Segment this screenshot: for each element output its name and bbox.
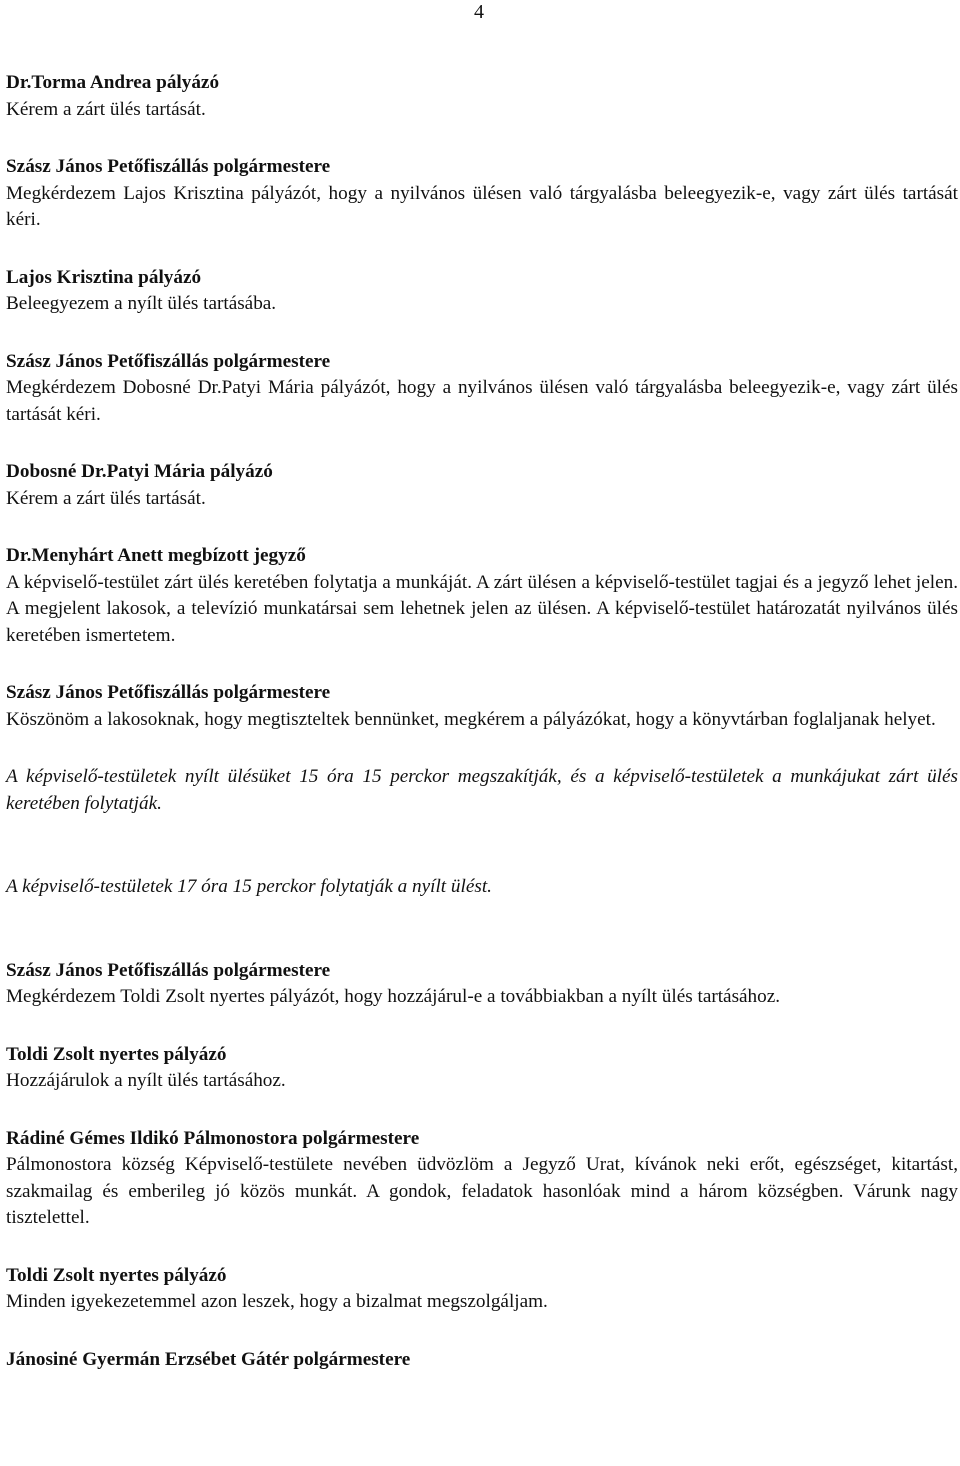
speech-block-11: [6, 1263, 958, 1316]
speech-text: Beleegyezem a nyílt ülés tartásába.: [6, 293, 277, 314]
speech-text: Kérem a zárt ülés tartását.: [6, 487, 206, 509]
speaker-name: Szász János Petőfiszállás polgármestere: [6, 959, 331, 981]
speech-block-9: [6, 1042, 958, 1095]
minutes-body: [6, 70, 958, 1404]
speech-block-1: [6, 70, 958, 123]
speech-block-6: [6, 543, 958, 649]
speaker-name: Jánosiné Gyermán Erzsébet Gátér polgármestere: [6, 1348, 411, 1370]
speech-block-4: [6, 349, 958, 429]
speech-text: Minden igyekezetemmel azon leszek, hogy a bizalmat megszolgáljam.: [6, 1291, 548, 1312]
speech-text: Kérem a zárt ülés tartását.: [6, 98, 206, 120]
speaker-name: Toldi Zsolt nyertes pályázó: [6, 1264, 227, 1286]
speaker-name: Lajos Krisztina pályázó: [6, 266, 202, 288]
speech-text: Köszönöm a lakosoknak, hogy megtiszteltek bennünket, megkérem a pályázókat, hogy a könyvtárban foglaljanak helyet.: [6, 708, 936, 730]
speech-block-5: [6, 459, 958, 512]
speech-text: Megkérdezem Dobosné Dr.Patyi Mária pályázót, hogy a nyilvános ülésen való tárgyalásba beleegyezik-e, vagy zárt ülés tartását kéri.: [6, 377, 958, 425]
page-number: 4: [474, 1, 484, 23]
narration-resume: A képviselő-testületek 17 óra 15 perckor folytatják a nyílt ülést.: [6, 876, 492, 897]
speaker-name: Szász János Petőfiszállás polgármestere: [6, 350, 331, 372]
speech-text: Megkérdezem Toldi Zsolt nyertes pályázót, hogy hozzájárul-e a továbbiakban a nyílt ülés tartásához.: [6, 986, 781, 1007]
speech-block-12: [6, 1347, 958, 1374]
speech-block-8: [6, 958, 958, 1011]
speech-text: A képviselő-testület zárt ülés keretében folytatja a munkáját. A zárt ülésen a képviselő-testület tagjai és a jegyző lehet jelen. A megjelent lakosok, a televízió munkatársai sem lehetnek jelen az ülésen. A képviselő-testület határozatát nyilvános ülés keretében ismertetem.: [6, 571, 958, 646]
speech-block-2: [6, 154, 958, 234]
narration-recess: A képviselő-testületek nyílt ülésüket 15 óra 15 perckor megszakítják, és a képviselő-testületek a munkájukat zárt ülés keretében folytatják.: [6, 766, 958, 814]
speech-block-7: [6, 680, 958, 733]
speaker-name: Toldi Zsolt nyertes pályázó: [6, 1043, 227, 1065]
speaker-name: Szász János Petőfiszállás polgármestere: [6, 682, 331, 703]
speaker-name: Dr.Menyhárt Anett megbízott jegyző: [6, 545, 306, 566]
speaker-name: Rádiné Gémes Ildikó Pálmonostora polgármestere: [6, 1127, 420, 1149]
speech-text: Hozzájárulok a nyílt ülés tartásához.: [6, 1070, 286, 1091]
speaker-name: Dr.Torma Andrea pályázó: [6, 72, 220, 93]
speech-block-3: [6, 265, 958, 318]
speech-block-10: [6, 1126, 958, 1232]
speaker-name: Dobosné Dr.Patyi Mária pályázó: [6, 461, 273, 482]
speech-text: Pálmonostora község Képviselő-testülete nevében üdvözlöm a Jegyző Urat, kívánok neki erőt, egészséget, kitartást, szakmailag és emberileg jó közös munkát. A gondok, feladatok hasonlóak mind a három községben. Várunk nagy tisztelettel.: [6, 1154, 958, 1228]
speaker-name: Szász János Petőfiszállás polgármestere: [6, 156, 331, 177]
speech-text: Megkérdezem Lajos Krisztina pályázót, hogy a nyilvános ülésen való tárgyalásba beleegyezik-e, vagy zárt ülés tartását kéri.: [6, 182, 958, 230]
